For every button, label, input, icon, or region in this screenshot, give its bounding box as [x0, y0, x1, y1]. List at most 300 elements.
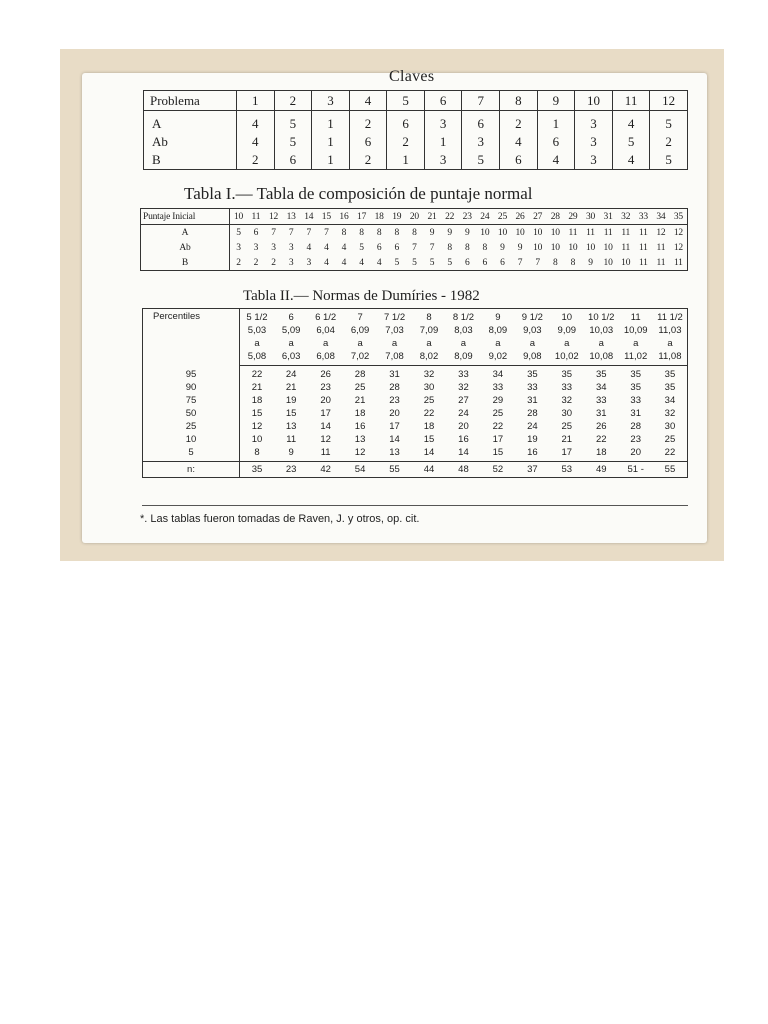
tabla2-cell: 26: [595, 421, 607, 432]
tabla2-cell: 34: [653, 394, 688, 407]
tabla1-cell: 5: [423, 255, 441, 271]
tabla1-score: 10: [230, 209, 248, 225]
tabla2-cell: 11: [320, 447, 331, 458]
claves-cell: 2: [349, 111, 387, 134]
tabla2-cell: 35: [653, 366, 688, 382]
tabla2-cell: 25: [492, 408, 504, 419]
tabla2-cell: 14: [458, 447, 469, 458]
tabla2-cell: 35: [561, 369, 573, 380]
tabla1-cell: 3: [288, 242, 294, 253]
tabla1-cell: 10: [497, 227, 507, 238]
tabla1-cell: 2: [247, 255, 265, 271]
tabla1-cell: 9: [582, 255, 600, 271]
tabla1-cell: 4: [324, 242, 329, 253]
tabla1-cell: 2: [230, 255, 248, 271]
tabla1-cell: 11: [621, 242, 631, 253]
tabla2-range-to: 9,08: [515, 350, 549, 366]
tabla2-range-from: 8,09: [488, 325, 508, 336]
tabla1-cell: 4: [353, 255, 371, 271]
tabla2-cell: 18: [423, 421, 435, 432]
tabla2-percentile-label: 95: [143, 366, 240, 382]
tabla2-range-to: 5,08: [240, 350, 274, 366]
tabla1-cell: 8: [447, 242, 452, 253]
tabla2-cell: 25: [354, 382, 366, 393]
tabla2-cell: 33: [458, 369, 469, 380]
tabla2-cell: 24: [458, 408, 469, 419]
claves-cell: 6: [387, 111, 425, 134]
claves-problem-number: 10: [575, 91, 613, 111]
tabla1-cell: 11: [638, 242, 648, 253]
tabla1-cell: 4: [370, 255, 388, 271]
tabla2-cell: 16: [354, 421, 366, 432]
tabla1-cell: 11: [586, 227, 595, 238]
tabla2-cell: 33: [595, 395, 607, 406]
claves-cell: 5: [650, 111, 688, 134]
tabla2-cell: 9: [288, 447, 294, 458]
tabla2-cell: 13: [285, 421, 297, 432]
tabla2-n-value: 37: [515, 462, 549, 478]
tabla1-score: 11: [247, 209, 265, 225]
tabla1-cell: 8: [564, 255, 582, 271]
tabla1-cell: 8: [341, 227, 347, 238]
tabla1-cell: 10: [533, 242, 543, 253]
tabla2-cell: 15: [423, 434, 435, 445]
tabla2-n-value: 51 -: [618, 462, 652, 478]
tabla2-n-value: 53: [550, 462, 584, 478]
tabla2-cell: 22: [423, 408, 435, 419]
tabla1-cell: 9: [464, 227, 470, 238]
tabla1-cell: 10: [515, 227, 525, 238]
tabla2-percentile-row: [143, 420, 688, 433]
tabla2-range-from: 7,09: [419, 325, 439, 336]
tabla2-range-to: 6,08: [308, 350, 342, 366]
tabla2-cell: 10: [251, 434, 263, 445]
tabla2-range-sep: a: [495, 338, 501, 349]
tabla1-cell: 7: [511, 255, 529, 271]
tabla2-cell: 12: [320, 434, 331, 445]
claves-cell: 4: [237, 133, 275, 151]
tabla1-cell: 4: [318, 255, 336, 271]
claves-cell: 6: [537, 133, 575, 151]
claves-row-label: A: [144, 111, 237, 134]
claves-cell: 3: [424, 111, 462, 134]
tabla2-range-to: 11,08: [653, 350, 688, 366]
tabla1-cell: 8: [412, 227, 417, 238]
tabla1-score: 20: [406, 209, 424, 225]
claves-cell: 1: [537, 111, 575, 134]
tabla2-title: Tabla II.— Normas de Dumíries - 1982: [243, 288, 480, 304]
tabla2-cell: 25: [653, 433, 688, 446]
tabla2-cell: 18: [595, 447, 607, 458]
tabla1-cell: 7: [288, 227, 294, 238]
tabla1-score: 14: [300, 209, 318, 225]
tabla2-n-value: 44: [412, 462, 446, 478]
tabla2-cell: 32: [653, 407, 688, 420]
claves-cell: 5: [274, 133, 312, 151]
tabla2-cell: 27: [458, 395, 469, 406]
claves-problem-number: 8: [500, 91, 538, 111]
tabla1-cell: 10: [480, 227, 490, 238]
claves-problem-number: 9: [537, 91, 575, 111]
tabla1-cell: 11: [603, 227, 613, 238]
claves-cell: 5: [650, 151, 688, 170]
tabla2-cell: 34: [492, 369, 504, 380]
claves-cell: 6: [462, 111, 500, 134]
claves-row-label: Ab: [144, 133, 237, 151]
tabla1-score: 18: [370, 209, 388, 225]
tabla2-cell: 18: [354, 408, 366, 419]
tabla2-cell: 28: [527, 408, 538, 419]
tabla1-cell: 7: [412, 242, 417, 253]
tabla2-cell: 33: [630, 395, 641, 406]
tabla1-row-label: A: [141, 225, 230, 241]
tabla1-score: 25: [494, 209, 512, 225]
tabla2-cell: 23: [320, 382, 331, 393]
claves-cell: 4: [612, 111, 650, 134]
tabla2-range-sep: a: [254, 338, 260, 349]
tabla2-cell: 33: [561, 382, 573, 393]
tabla1-row-label: Ab: [141, 240, 230, 255]
tabla2-range-sep: a: [357, 338, 363, 349]
tabla2-n-value: 48: [446, 462, 480, 478]
tabla2-cell: 13: [389, 447, 400, 458]
tabla2-age: 11 1/2: [653, 309, 688, 325]
tabla1-score: 27: [529, 209, 547, 225]
tabla2-cell: 32: [423, 369, 435, 380]
tabla1-score: 35: [670, 209, 688, 225]
tabla2-range-sep: a: [391, 338, 398, 349]
claves-row: [144, 151, 688, 170]
tabla2-range-from: 10,03: [589, 325, 614, 336]
tabla1-cell: 5: [441, 255, 459, 271]
tabla2-range-sep: a: [460, 338, 467, 349]
tabla2-age: 10 1/2: [584, 309, 618, 325]
tabla2-cell: 33: [527, 382, 538, 393]
tabla2-range-from: 10,09: [623, 325, 648, 336]
tabla1-row: [141, 240, 688, 255]
tabla2-range-from: 11,03: [653, 324, 688, 337]
tabla2-percentile-label: 90: [143, 381, 240, 394]
tabla2-cell: 16: [527, 447, 538, 458]
tabla2-cell: 20: [630, 447, 641, 458]
tabla1-cell: 5: [359, 242, 364, 253]
tabla2-range-sep: a: [598, 338, 604, 349]
tabla2-cell: 25: [561, 421, 573, 432]
tabla2-range-to: 7,02: [343, 350, 377, 366]
tabla2-cell: 15: [492, 447, 504, 458]
tabla2-cell: 31: [389, 369, 400, 380]
tabla2-range-to: 9,02: [481, 350, 515, 366]
tabla1-row: [141, 225, 688, 241]
claves-cell: 3: [575, 133, 613, 151]
tabla1-cell: 9: [447, 227, 452, 238]
tabla1-cell: 10: [599, 255, 617, 271]
tabla1-cell: 12: [670, 240, 688, 255]
tabla2-cell: 17: [561, 447, 573, 458]
tabla2-percentile-row: [143, 381, 688, 394]
tabla2-age: 10: [550, 309, 584, 325]
claves-table: [143, 90, 688, 170]
tabla1-cell: 7: [324, 227, 329, 238]
tabla2-age: 8: [412, 309, 446, 325]
claves-cell: 4: [500, 133, 538, 151]
tabla1-cell: 3: [300, 255, 318, 271]
tabla2-n-value: 55: [377, 462, 411, 478]
tabla1-cell: 6: [476, 255, 494, 271]
tabla2-range-sep: a: [529, 338, 535, 349]
tabla1-cell: 10: [585, 242, 596, 253]
tabla1-cell: 4: [306, 242, 312, 253]
claves-problem-number: 4: [349, 91, 387, 111]
tabla2-cell: 32: [458, 382, 469, 393]
tabla1-score: 30: [582, 209, 600, 225]
tabla2-range-sep: a: [426, 338, 432, 349]
tabla2-age: 8 1/2: [446, 309, 480, 325]
tabla2-cell: 28: [630, 421, 641, 432]
tabla2-cell: 35: [527, 369, 538, 380]
tabla2-range-from: 6,04: [316, 325, 335, 336]
tabla2-cell: 31: [595, 408, 607, 419]
claves-cell: 1: [312, 111, 350, 134]
tabla2-cell: 25: [423, 395, 435, 406]
tabla2-range-from: 5,03: [247, 325, 267, 336]
tabla2-cell: 33: [492, 382, 504, 393]
tabla2-cell: 21: [354, 395, 366, 406]
footnote: *. Las tablas fueron tomadas de Raven, J. y otros, op. cit.: [140, 513, 420, 525]
tabla2-cell: 8: [254, 447, 260, 458]
tabla1-cell: 10: [603, 242, 613, 253]
claves-cell: 2: [349, 151, 387, 170]
claves-cell: 3: [575, 151, 613, 170]
tabla1-cell: 5: [406, 255, 424, 271]
tabla1-cell: 10: [550, 242, 560, 253]
claves-header-label: Problema: [144, 91, 237, 111]
tabla2-n-value: 23: [274, 462, 308, 478]
tabla1-cell: 10: [617, 255, 635, 271]
tabla2-range-from: 7,03: [385, 325, 404, 336]
tabla1-cell: 8: [464, 242, 470, 253]
tabla1-cell: 10: [568, 242, 578, 253]
tabla2-range-from: 9,09: [557, 325, 577, 336]
tabla2-range-to: 10,02: [550, 350, 584, 366]
claves-problem-number: 12: [650, 91, 688, 111]
tabla1-header-label: Puntaje Inicial: [141, 209, 230, 225]
tabla2-n-value: 54: [343, 462, 377, 478]
tabla2-cell: 29: [492, 395, 504, 406]
tabla1-cell: 3: [253, 242, 259, 253]
claves-row-label: B: [144, 151, 237, 170]
claves-cell: 2: [237, 151, 275, 170]
tabla1-cell: 7: [529, 255, 547, 271]
claves-problem-number: 3: [312, 91, 350, 111]
tabla2-range-to: 7,08: [377, 350, 411, 366]
claves-cell: 2: [500, 111, 538, 134]
tabla2-range-from: 5,09: [281, 325, 301, 336]
tabla1-score: 15: [318, 209, 336, 225]
tabla2-cell: 32: [561, 395, 573, 406]
tabla1-row-label: B: [141, 255, 230, 271]
tabla1-cell: 4: [335, 255, 353, 271]
claves-cell: 5: [462, 151, 500, 170]
tabla1-score: 17: [353, 209, 371, 225]
claves-problem-number: 2: [274, 91, 312, 111]
tabla2-cell: 11: [286, 434, 297, 445]
tabla2-percentile-label: 10: [143, 433, 240, 446]
tabla1-score: 16: [335, 209, 353, 225]
claves-cell: 4: [612, 151, 650, 170]
tabla2-cell: 17: [492, 434, 504, 445]
tabla2-cell: 30: [561, 408, 573, 419]
tabla1-score: 29: [564, 209, 582, 225]
tabla2-range-to: 6,03: [274, 350, 308, 366]
tabla2-cell: 14: [389, 434, 400, 445]
tabla2-cell: 30: [423, 382, 435, 393]
tabla2-age: 5 1/2: [240, 309, 274, 325]
tabla2-cell: 35: [653, 381, 688, 394]
claves-cell: 2: [650, 133, 688, 151]
tabla1-score: 24: [476, 209, 494, 225]
tabla1-cell: 10: [550, 227, 560, 238]
claves-cell: 3: [424, 151, 462, 170]
tabla1-cell: 3: [271, 242, 276, 253]
tabla2-cell: 21: [561, 434, 573, 445]
tabla1-cell: 3: [282, 255, 300, 271]
tabla1-cell: 11: [670, 255, 688, 271]
tabla1-score: 12: [265, 209, 283, 225]
tabla1-cell: 11: [638, 227, 648, 238]
tabla2-n-row: [143, 462, 688, 478]
tabla1-cell: 6: [253, 227, 259, 238]
tabla2-cell: 17: [320, 408, 331, 419]
tabla2-cell: 24: [527, 421, 538, 432]
tabla1-score: 32: [617, 209, 635, 225]
tabla2-cell: 24: [285, 369, 297, 380]
tabla1-score: 19: [388, 209, 406, 225]
tabla2-range-sep: a: [564, 338, 570, 349]
claves-cell: 1: [424, 133, 462, 151]
tabla1-cell: 4: [341, 242, 347, 253]
tabla1-cell: 9: [517, 242, 523, 253]
tabla1-cell: 8: [376, 227, 382, 238]
tabla1-cell: 7: [306, 227, 312, 238]
claves-header-row: [144, 91, 688, 111]
tabla2-n-value: 35: [240, 462, 274, 478]
tabla1-score: 33: [635, 209, 653, 225]
tabla2-range-to: 11,02: [618, 350, 652, 366]
tabla2-n-label: n:: [143, 462, 240, 478]
tabla2-cell: 13: [354, 434, 366, 445]
claves-problem-number: 7: [462, 91, 500, 111]
tabla1-cell: 8: [482, 242, 488, 253]
claves-row: [144, 111, 688, 134]
tabla2-percentile-row: [143, 366, 688, 382]
tabla1-cell: 5: [388, 255, 406, 271]
tabla1-row: [141, 255, 688, 271]
tabla2-cell: 35: [630, 369, 641, 380]
tabla2-cell: 20: [320, 395, 331, 406]
tabla2-range-to: 8,09: [446, 350, 480, 366]
tabla2-table: [142, 308, 688, 478]
tabla2-cell: 21: [251, 382, 263, 393]
tabla1-score: 21: [423, 209, 441, 225]
tabla1-cell: 6: [394, 242, 400, 253]
tabla2-cell: 12: [251, 421, 263, 432]
tabla2-range-from: 9,03: [523, 325, 542, 336]
tabla2-cell: 16: [458, 434, 469, 445]
tabla2-cell: 15: [285, 408, 297, 419]
tabla2-age: 9: [481, 309, 515, 325]
tabla2-cell: 23: [389, 395, 400, 406]
claves-cell: 4: [237, 111, 275, 134]
tabla2-age: 6 1/2: [308, 309, 342, 325]
tabla2-range-sep: a: [322, 338, 329, 349]
tabla1-cell: 6: [376, 242, 382, 253]
tabla1-cell: 2: [265, 255, 283, 271]
tabla2-percentile-label: 50: [143, 407, 240, 420]
claves-cell: 6: [274, 151, 312, 170]
tabla2-cell: 30: [653, 420, 688, 433]
claves-cell: 5: [274, 111, 312, 134]
tabla2-percentile-row: [143, 433, 688, 446]
tabla1-score: 22: [441, 209, 459, 225]
tabla1-score: 34: [652, 209, 670, 225]
tabla2-cell: 18: [251, 395, 263, 406]
tabla2-percentile-row: [143, 394, 688, 407]
tabla2-range-to: 10,08: [584, 350, 618, 366]
tabla1-cell: 12: [656, 227, 666, 238]
tabla1-cell: 10: [533, 227, 543, 238]
tabla2-range-from: 8,03: [454, 325, 473, 336]
tabla1-cell: 9: [429, 227, 435, 238]
tabla1-score: 13: [282, 209, 300, 225]
tabla1-score: 26: [511, 209, 529, 225]
tabla2-cell: 28: [354, 369, 366, 380]
tabla2-cell: 35: [630, 382, 641, 393]
tabla1-cell: 6: [458, 255, 476, 271]
tabla1-cell: 8: [359, 227, 364, 238]
claves-problem-number: 11: [612, 91, 650, 111]
tabla2-cell: 31: [630, 408, 641, 419]
tabla2-cell: 22: [595, 434, 607, 445]
tabla1-score: 23: [458, 209, 476, 225]
tabla2-age: 7: [343, 309, 377, 325]
tabla1-score: 31: [599, 209, 617, 225]
claves-cell: 3: [462, 133, 500, 151]
tabla1-cell: 8: [394, 227, 400, 238]
claves-cell: 2: [387, 133, 425, 151]
tabla1-title: Tabla I.— Tabla de composición de puntaje normal: [184, 184, 533, 203]
claves-cell: 1: [312, 151, 350, 170]
tabla2-n-value: 49: [584, 462, 618, 478]
tabla2-range-to: 8,02: [412, 350, 446, 366]
tabla2-range-sep: a: [633, 338, 639, 349]
footnote-rule: [142, 505, 688, 506]
claves-cell: 6: [500, 151, 538, 170]
tabla1-score: 28: [546, 209, 564, 225]
tabla2-percentile-label: 5: [143, 446, 240, 462]
tabla2-age: 6: [274, 309, 308, 325]
claves-cell: 6: [349, 133, 387, 151]
tabla1-cell: 6: [494, 255, 512, 271]
tabla2-cell: 28: [389, 382, 400, 393]
tabla2-percentile-label: 75: [143, 394, 240, 407]
tabla2-percentile-row: [143, 407, 688, 420]
tabla2-cell: 31: [527, 395, 538, 406]
tabla2-cell: 17: [389, 421, 400, 432]
claves-problem-number: 6: [424, 91, 462, 111]
tabla1-table: [140, 208, 688, 271]
tabla1-cell: 3: [236, 242, 241, 253]
